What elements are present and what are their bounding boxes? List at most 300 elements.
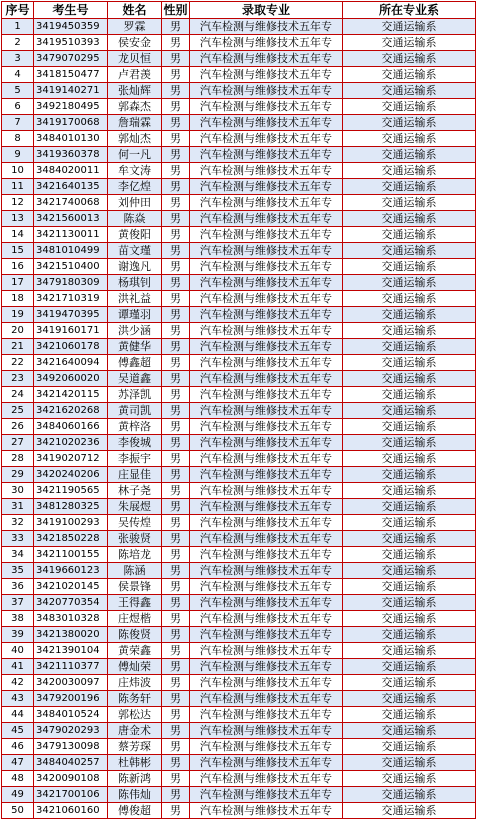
cell-serial: 4: [2, 67, 34, 83]
cell-exam-id: 3421380020: [34, 627, 108, 643]
cell-name: 龙贝恒: [108, 51, 162, 67]
cell-department: 交通运输系: [343, 355, 476, 371]
cell-exam-id: 3419140271: [34, 83, 108, 99]
table-row: [2, 499, 476, 515]
cell-gender: 男: [162, 115, 190, 131]
table-row: [2, 83, 476, 99]
table-row: [2, 435, 476, 451]
cell-department: 交通运输系: [343, 739, 476, 755]
cell-major: 汽车检测与维修技术五年专: [190, 115, 343, 131]
cell-department: 交通运输系: [343, 787, 476, 803]
cell-gender: 男: [162, 803, 190, 819]
cell-serial: 14: [2, 227, 34, 243]
cell-serial: 7: [2, 115, 34, 131]
cell-gender: 男: [162, 227, 190, 243]
cell-gender: 男: [162, 675, 190, 691]
cell-serial: 23: [2, 371, 34, 387]
cell-department: 交通运输系: [343, 723, 476, 739]
cell-gender: 男: [162, 579, 190, 595]
cell-serial: 15: [2, 243, 34, 259]
cell-exam-id: 3419450359: [34, 19, 108, 35]
cell-department: 交通运输系: [343, 259, 476, 275]
cell-department: 交通运输系: [343, 195, 476, 211]
cell-name: 谭瑾羽: [108, 307, 162, 323]
cell-name: 黄司凯: [108, 403, 162, 419]
table-row: [2, 611, 476, 627]
cell-gender: 男: [162, 643, 190, 659]
cell-department: 交通运输系: [343, 611, 476, 627]
cell-exam-id: 3419020712: [34, 451, 108, 467]
cell-major: 汽车检测与维修技术五年专: [190, 291, 343, 307]
cell-exam-id: 3492180495: [34, 99, 108, 115]
cell-department: 交通运输系: [343, 243, 476, 259]
header-exam-id: 考生号: [34, 2, 108, 19]
cell-gender: 男: [162, 371, 190, 387]
cell-serial: 36: [2, 579, 34, 595]
cell-exam-id: 3419160171: [34, 323, 108, 339]
cell-serial: 20: [2, 323, 34, 339]
cell-exam-id: 3421130011: [34, 227, 108, 243]
cell-exam-id: 3420090108: [34, 771, 108, 787]
cell-serial: 43: [2, 691, 34, 707]
cell-major: 汽车检测与维修技术五年专: [190, 547, 343, 563]
cell-major: 汽车检测与维修技术五年专: [190, 99, 343, 115]
cell-name: 谢逸凡: [108, 259, 162, 275]
cell-serial: 38: [2, 611, 34, 627]
cell-department: 交通运输系: [343, 35, 476, 51]
cell-serial: 42: [2, 675, 34, 691]
cell-name: 陈培龙: [108, 547, 162, 563]
cell-major: 汽车检测与维修技术五年专: [190, 787, 343, 803]
table-row: [2, 115, 476, 131]
cell-exam-id: 3421560013: [34, 211, 108, 227]
cell-serial: 9: [2, 147, 34, 163]
cell-major: 汽车检测与维修技术五年专: [190, 755, 343, 771]
cell-exam-id: 3479020293: [34, 723, 108, 739]
cell-department: 交通运输系: [343, 675, 476, 691]
header-serial: 序号: [2, 2, 34, 19]
cell-name: 李俊城: [108, 435, 162, 451]
cell-name: 陈务轩: [108, 691, 162, 707]
table-row: [2, 163, 476, 179]
cell-major: 汽车检测与维修技术五年专: [190, 595, 343, 611]
cell-gender: 男: [162, 131, 190, 147]
cell-name: 侯景锋: [108, 579, 162, 595]
cell-serial: 25: [2, 403, 34, 419]
cell-serial: 19: [2, 307, 34, 323]
cell-gender: 男: [162, 211, 190, 227]
cell-department: 交通运输系: [343, 499, 476, 515]
cell-exam-id: 3421020145: [34, 579, 108, 595]
cell-serial: 49: [2, 787, 34, 803]
cell-exam-id: 3419660123: [34, 563, 108, 579]
cell-gender: 男: [162, 163, 190, 179]
table-row: [2, 323, 476, 339]
table-body: [2, 19, 476, 819]
cell-major: 汽车检测与维修技术五年专: [190, 723, 343, 739]
cell-name: 傅灿荣: [108, 659, 162, 675]
table-row: [2, 179, 476, 195]
cell-department: 交通运输系: [343, 515, 476, 531]
cell-major: 汽车检测与维修技术五年专: [190, 243, 343, 259]
cell-gender: 男: [162, 323, 190, 339]
cell-gender: 男: [162, 755, 190, 771]
cell-exam-id: 3421640135: [34, 179, 108, 195]
cell-gender: 男: [162, 307, 190, 323]
table-row: [2, 371, 476, 387]
cell-serial: 47: [2, 755, 34, 771]
cell-major: 汽车检测与维修技术五年专: [190, 147, 343, 163]
cell-major: 汽车检测与维修技术五年专: [190, 19, 343, 35]
cell-exam-id: 3481010499: [34, 243, 108, 259]
table-row: [2, 803, 476, 819]
cell-name: 罗霖: [108, 19, 162, 35]
cell-major: 汽车检测与维修技术五年专: [190, 195, 343, 211]
cell-gender: 男: [162, 339, 190, 355]
cell-serial: 32: [2, 515, 34, 531]
table-row: [2, 707, 476, 723]
cell-major: 汽车检测与维修技术五年专: [190, 307, 343, 323]
cell-name: 黄健华: [108, 339, 162, 355]
cell-name: 侯安金: [108, 35, 162, 51]
cell-major: 汽车检测与维修技术五年专: [190, 659, 343, 675]
cell-department: 交通运输系: [343, 403, 476, 419]
cell-major: 汽车检测与维修技术五年专: [190, 627, 343, 643]
cell-exam-id: 3419470395: [34, 307, 108, 323]
cell-department: 交通运输系: [343, 323, 476, 339]
cell-gender: 男: [162, 691, 190, 707]
cell-major: 汽车检测与维修技术五年专: [190, 67, 343, 83]
admission-table: [1, 1, 476, 819]
cell-department: 交通运输系: [343, 419, 476, 435]
cell-exam-id: 3419170068: [34, 115, 108, 131]
table-row: [2, 739, 476, 755]
cell-gender: 男: [162, 35, 190, 51]
cell-serial: 1: [2, 19, 34, 35]
cell-exam-id: 3484040257: [34, 755, 108, 771]
cell-major: 汽车检测与维修技术五年专: [190, 483, 343, 499]
table-row: [2, 387, 476, 403]
cell-major: 汽车检测与维修技术五年专: [190, 83, 343, 99]
cell-major: 汽车检测与维修技术五年专: [190, 675, 343, 691]
cell-major: 汽车检测与维修技术五年专: [190, 707, 343, 723]
table-row: [2, 579, 476, 595]
cell-gender: 男: [162, 19, 190, 35]
cell-gender: 男: [162, 563, 190, 579]
cell-department: 交通运输系: [343, 371, 476, 387]
cell-name: 黄荣鑫: [108, 643, 162, 659]
cell-department: 交通运输系: [343, 179, 476, 195]
cell-major: 汽车检测与维修技术五年专: [190, 643, 343, 659]
cell-department: 交通运输系: [343, 771, 476, 787]
cell-name: 陈涵: [108, 563, 162, 579]
cell-serial: 39: [2, 627, 34, 643]
cell-name: 洪少涵: [108, 323, 162, 339]
cell-exam-id: 3421850228: [34, 531, 108, 547]
cell-exam-id: 3420770354: [34, 595, 108, 611]
cell-name: 朱展煜: [108, 499, 162, 515]
cell-exam-id: 3492060020: [34, 371, 108, 387]
cell-name: 庄煜楷: [108, 611, 162, 627]
cell-exam-id: 3484060166: [34, 419, 108, 435]
cell-name: 吴道鑫: [108, 371, 162, 387]
cell-gender: 男: [162, 739, 190, 755]
cell-serial: 10: [2, 163, 34, 179]
cell-exam-id: 3481280325: [34, 499, 108, 515]
cell-department: 交通运输系: [343, 19, 476, 35]
cell-name: 陈新鸿: [108, 771, 162, 787]
cell-gender: 男: [162, 195, 190, 211]
table-row: [2, 67, 476, 83]
cell-major: 汽车检测与维修技术五年专: [190, 275, 343, 291]
cell-exam-id: 3484010524: [34, 707, 108, 723]
cell-department: 交通运输系: [343, 339, 476, 355]
cell-gender: 男: [162, 627, 190, 643]
header-gender: 性别: [163, 3, 188, 17]
cell-department: 交通运输系: [343, 67, 476, 83]
table-header-row: [2, 2, 476, 19]
table-row: [2, 419, 476, 435]
cell-gender: 男: [162, 483, 190, 499]
cell-department: 交通运输系: [343, 579, 476, 595]
cell-department: 交通运输系: [343, 803, 476, 819]
table-row: [2, 595, 476, 611]
cell-gender: 男: [162, 387, 190, 403]
cell-serial: 16: [2, 259, 34, 275]
cell-name: 李振宇: [108, 451, 162, 467]
cell-name: 詹瑞霖: [108, 115, 162, 131]
cell-exam-id: 3421100155: [34, 547, 108, 563]
cell-department: 交通运输系: [343, 163, 476, 179]
table-row: [2, 99, 476, 115]
cell-department: 交通运输系: [343, 467, 476, 483]
cell-serial: 48: [2, 771, 34, 787]
cell-exam-id: 3419510393: [34, 35, 108, 51]
cell-major: 汽车检测与维修技术五年专: [190, 211, 343, 227]
cell-major: 汽车检测与维修技术五年专: [190, 35, 343, 51]
cell-exam-id: 3421420115: [34, 387, 108, 403]
cell-department: 交通运输系: [343, 435, 476, 451]
cell-department: 交通运输系: [343, 563, 476, 579]
cell-name: 洪礼益: [108, 291, 162, 307]
table-row: [2, 275, 476, 291]
cell-department: 交通运输系: [343, 483, 476, 499]
cell-major: 汽车检测与维修技术五年专: [190, 499, 343, 515]
cell-exam-id: 3421740068: [34, 195, 108, 211]
table-row: [2, 515, 476, 531]
cell-gender: 男: [162, 51, 190, 67]
table-row: [2, 547, 476, 563]
cell-serial: 33: [2, 531, 34, 547]
cell-major: 汽车检测与维修技术五年专: [190, 515, 343, 531]
cell-serial: 22: [2, 355, 34, 371]
cell-major: 汽车检测与维修技术五年专: [190, 771, 343, 787]
cell-serial: 18: [2, 291, 34, 307]
cell-name: 郭松达: [108, 707, 162, 723]
cell-department: 交通运输系: [343, 115, 476, 131]
cell-name: 苗文瑾: [108, 243, 162, 259]
cell-department: 交通运输系: [343, 659, 476, 675]
cell-major: 汽车检测与维修技术五年专: [190, 739, 343, 755]
cell-department: 交通运输系: [343, 451, 476, 467]
cell-gender: 男: [162, 67, 190, 83]
cell-exam-id: 3479200196: [34, 691, 108, 707]
cell-major: 汽车检测与维修技术五年专: [190, 387, 343, 403]
cell-major: 汽车检测与维修技术五年专: [190, 371, 343, 387]
cell-serial: 44: [2, 707, 34, 723]
cell-gender: 男: [162, 515, 190, 531]
table-row: [2, 787, 476, 803]
cell-major: 汽车检测与维修技术五年专: [190, 579, 343, 595]
cell-department: 交通运输系: [343, 83, 476, 99]
cell-exam-id: 3421110377: [34, 659, 108, 675]
cell-department: 交通运输系: [343, 291, 476, 307]
cell-gender: 男: [162, 99, 190, 115]
cell-name: 傅鑫超: [108, 355, 162, 371]
table-row: [2, 147, 476, 163]
table-row: [2, 243, 476, 259]
cell-major: 汽车检测与维修技术五年专: [190, 435, 343, 451]
cell-name: 黄梓洛: [108, 419, 162, 435]
table-row: [2, 339, 476, 355]
cell-serial: 30: [2, 483, 34, 499]
table-row: [2, 467, 476, 483]
cell-serial: 6: [2, 99, 34, 115]
cell-gender: 男: [162, 787, 190, 803]
cell-name: 卢君羡: [108, 67, 162, 83]
cell-serial: 2: [2, 35, 34, 51]
cell-department: 交通运输系: [343, 99, 476, 115]
cell-major: 汽车检测与维修技术五年专: [190, 339, 343, 355]
cell-name: 吴传煌: [108, 515, 162, 531]
cell-major: 汽车检测与维修技术五年专: [190, 419, 343, 435]
cell-major: 汽车检测与维修技术五年专: [190, 355, 343, 371]
cell-name: 蔡芳琛: [108, 739, 162, 755]
table-row: [2, 307, 476, 323]
cell-department: 交通运输系: [343, 643, 476, 659]
table-row: [2, 755, 476, 771]
cell-gender: 男: [162, 435, 190, 451]
cell-gender: 男: [162, 467, 190, 483]
table-row: [2, 771, 476, 787]
cell-gender: 男: [162, 659, 190, 675]
table-row: [2, 259, 476, 275]
cell-gender: 男: [162, 355, 190, 371]
cell-exam-id: 3484020011: [34, 163, 108, 179]
cell-major: 汽车检测与维修技术五年专: [190, 259, 343, 275]
cell-department: 交通运输系: [343, 707, 476, 723]
cell-name: 刘仲田: [108, 195, 162, 211]
cell-serial: 21: [2, 339, 34, 355]
cell-exam-id: 3421390104: [34, 643, 108, 659]
cell-name: 黄俊阳: [108, 227, 162, 243]
cell-serial: 35: [2, 563, 34, 579]
cell-gender: 男: [162, 611, 190, 627]
cell-serial: 8: [2, 131, 34, 147]
cell-major: 汽车检测与维修技术五年专: [190, 467, 343, 483]
cell-major: 汽车检测与维修技术五年专: [190, 531, 343, 547]
cell-major: 汽车检测与维修技术五年专: [190, 563, 343, 579]
cell-serial: 41: [2, 659, 34, 675]
cell-exam-id: 3420240206: [34, 467, 108, 483]
cell-exam-id: 3421640094: [34, 355, 108, 371]
header-department: 所在专业系: [343, 2, 476, 19]
cell-name: 郭森杰: [108, 99, 162, 115]
cell-gender: 男: [162, 83, 190, 99]
cell-serial: 34: [2, 547, 34, 563]
cell-serial: 45: [2, 723, 34, 739]
cell-name: 何一凡: [108, 147, 162, 163]
cell-gender: 男: [162, 595, 190, 611]
cell-serial: 27: [2, 435, 34, 451]
cell-exam-id: 3421700106: [34, 787, 108, 803]
cell-serial: 11: [2, 179, 34, 195]
cell-gender: 男: [162, 275, 190, 291]
table-row: [2, 643, 476, 659]
cell-department: 交通运输系: [343, 595, 476, 611]
cell-department: 交通运输系: [343, 387, 476, 403]
cell-name: 牟文涛: [108, 163, 162, 179]
table-row: [2, 355, 476, 371]
cell-exam-id: 3421710319: [34, 291, 108, 307]
cell-name: 张骏贤: [108, 531, 162, 547]
cell-name: 张灿辉: [108, 83, 162, 99]
cell-gender: 男: [162, 451, 190, 467]
table-row: [2, 51, 476, 67]
cell-name: 苏泽凯: [108, 387, 162, 403]
cell-department: 交通运输系: [343, 307, 476, 323]
header-major: 录取专业: [190, 2, 343, 19]
cell-gender: 男: [162, 723, 190, 739]
cell-name: 李亿煌: [108, 179, 162, 195]
cell-name: 陈焱: [108, 211, 162, 227]
cell-gender: 男: [162, 547, 190, 563]
cell-name: 陈俊贤: [108, 627, 162, 643]
cell-exam-id: 3421190565: [34, 483, 108, 499]
cell-serial: 17: [2, 275, 34, 291]
cell-major: 汽车检测与维修技术五年专: [190, 611, 343, 627]
cell-serial: 5: [2, 83, 34, 99]
table-row: [2, 451, 476, 467]
header-name: 姓名: [108, 2, 162, 19]
cell-exam-id: 3483010328: [34, 611, 108, 627]
cell-exam-id: 3421510400: [34, 259, 108, 275]
cell-gender: 男: [162, 707, 190, 723]
table-row: [2, 723, 476, 739]
cell-major: 汽车检测与维修技术五年专: [190, 227, 343, 243]
cell-serial: 24: [2, 387, 34, 403]
cell-name: 王得鑫: [108, 595, 162, 611]
cell-department: 交通运输系: [343, 131, 476, 147]
cell-name: 唐金术: [108, 723, 162, 739]
cell-gender: 男: [162, 243, 190, 259]
cell-exam-id: 3421620268: [34, 403, 108, 419]
cell-exam-id: 3421020236: [34, 435, 108, 451]
cell-name: 傅俊超: [108, 803, 162, 819]
cell-department: 交通运输系: [343, 547, 476, 563]
cell-serial: 40: [2, 643, 34, 659]
cell-major: 汽车检测与维修技术五年专: [190, 803, 343, 819]
cell-major: 汽车检测与维修技术五年专: [190, 323, 343, 339]
cell-department: 交通运输系: [343, 275, 476, 291]
cell-exam-id: 3418150477: [34, 67, 108, 83]
cell-serial: 13: [2, 211, 34, 227]
cell-exam-id: 3479180309: [34, 275, 108, 291]
table-row: [2, 35, 476, 51]
table-row: [2, 483, 476, 499]
cell-serial: 50: [2, 803, 34, 819]
cell-name: 陈伟灿: [108, 787, 162, 803]
